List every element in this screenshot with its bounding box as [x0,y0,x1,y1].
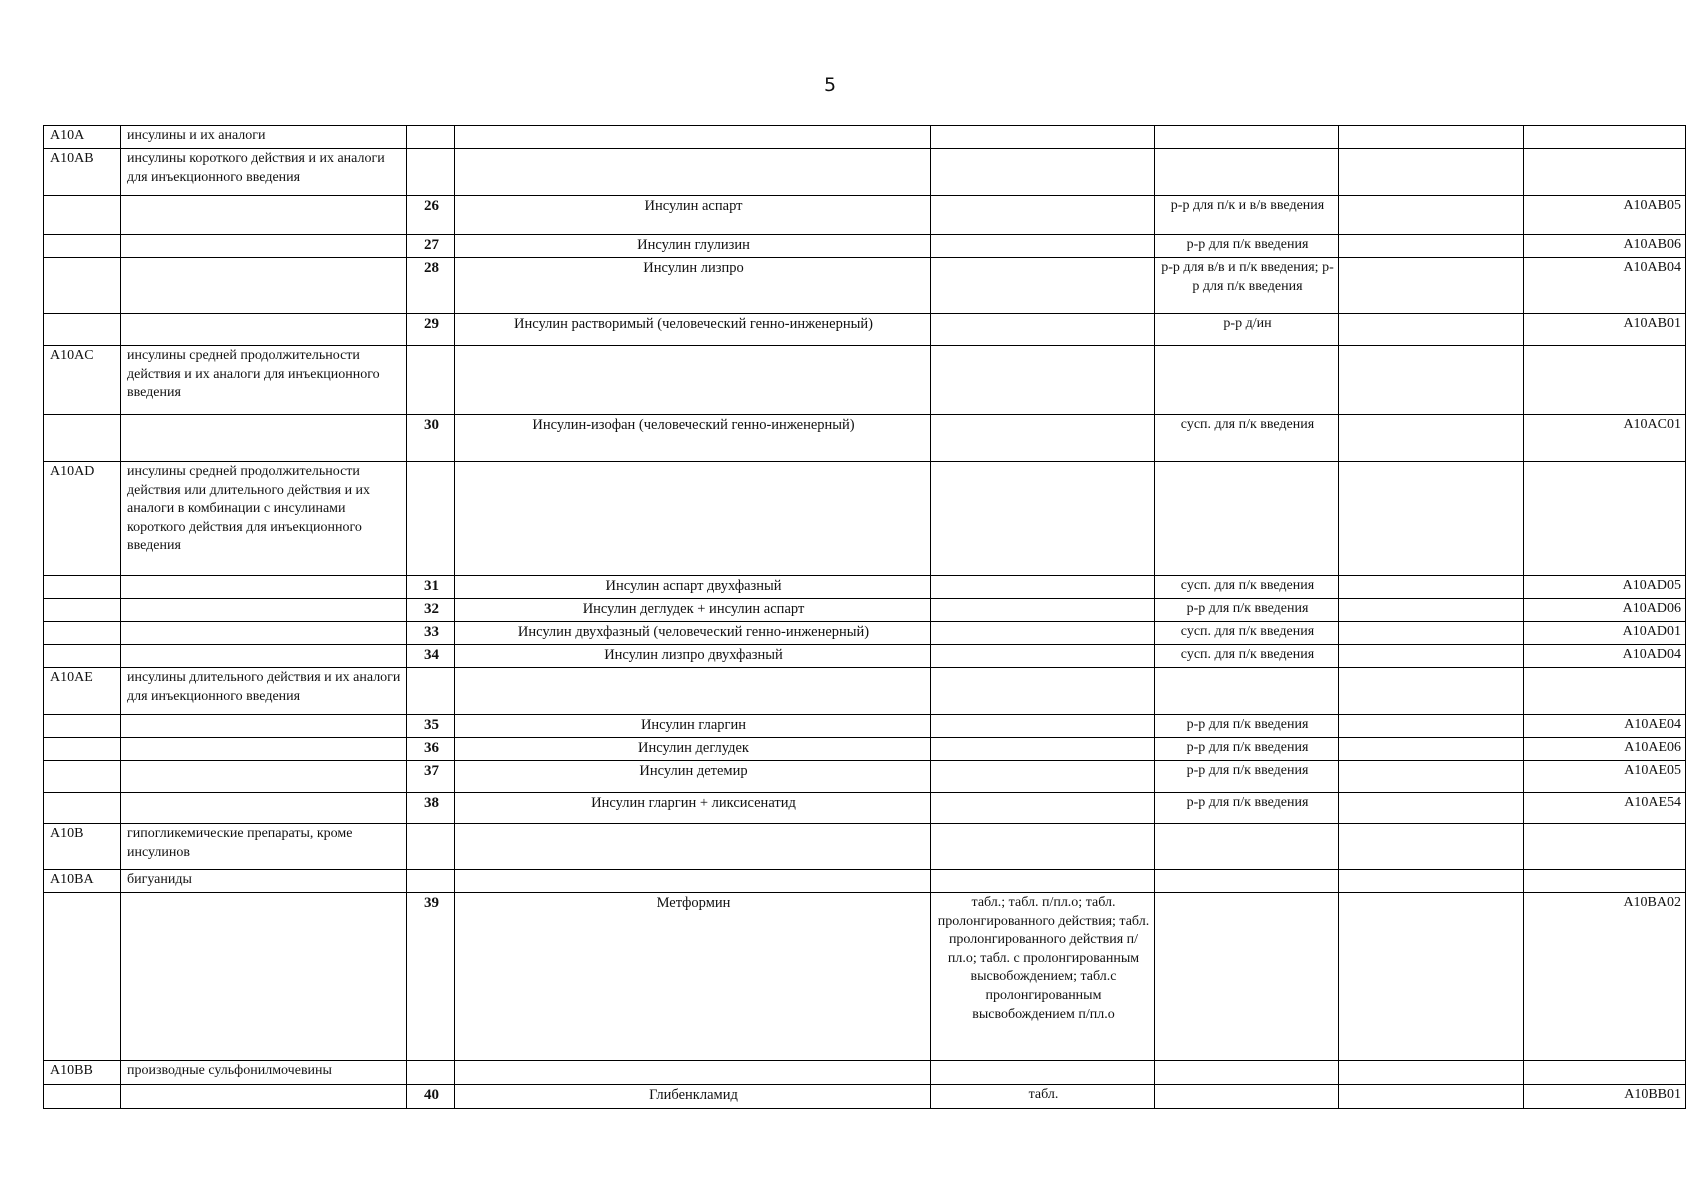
dosage-form-a [931,1061,1155,1085]
dosage-form-a [931,870,1155,893]
atc-code: A10AB06 [1524,235,1686,258]
drug-list-table [43,125,1686,1109]
item-number: 37 [407,761,455,793]
table-row [44,415,1686,462]
drug-name: Инсулин лизпро [455,258,931,314]
table-row [44,196,1686,235]
atc-group-code [44,415,121,462]
dosage-form-a [931,715,1155,738]
table-row [44,599,1686,622]
atc-code: A10AB05 [1524,196,1686,235]
atc-code: A10AE06 [1524,738,1686,761]
table-row [44,235,1686,258]
atc-group-name: гипогликемические препараты, кроме инсулинов [121,824,407,870]
atc-group-name: инсулины средней продолжительности действия или длительного действия и их аналоги в комбинации с инсулинами короткого действия для инъекционного введения [121,462,407,576]
drug-name [455,870,931,893]
atc-code [1524,870,1686,893]
dosage-form-b: р-р д/ин [1155,314,1339,346]
atc-group-code: A10AB [44,149,121,196]
dosage-form-b [1155,1061,1339,1085]
atc-group-code [44,645,121,668]
dosage-form-b [1155,893,1339,1061]
table-row [44,149,1686,196]
item-number [407,870,455,893]
atc-group-code [44,622,121,645]
atc-group-code: A10AC [44,346,121,415]
drug-name [455,1061,931,1085]
item-number: 31 [407,576,455,599]
item-number [407,126,455,149]
drug-name [455,149,931,196]
dosage-form-b: р-р для в/в и п/к введения; р-р для п/к введения [1155,258,1339,314]
atc-group-name: инсулины короткого действия и их аналоги для инъекционного введения [121,149,407,196]
dosage-form-b: сусп. для п/к введения [1155,645,1339,668]
drug-name [455,668,931,715]
table-row [44,645,1686,668]
dosage-form-a [931,196,1155,235]
atc-group-name: производные сульфонилмочевины [121,1061,407,1085]
dosage-form-a [931,314,1155,346]
dosage-form-b: р-р для п/к и в/в введения [1155,196,1339,235]
dosage-form-b [1155,668,1339,715]
drug-name: Инсулин-изофан (человеческий генно-инженерный) [455,415,931,462]
item-number: 39 [407,893,455,1061]
atc-group-code: A10AE [44,668,121,715]
empty-cell [1339,346,1524,415]
dosage-form-b: р-р для п/к введения [1155,738,1339,761]
atc-group-name [121,645,407,668]
table-row [44,793,1686,824]
empty-cell [1339,149,1524,196]
atc-code: A10AE05 [1524,761,1686,793]
table-row [44,258,1686,314]
empty-cell [1339,196,1524,235]
atc-code: A10AB04 [1524,258,1686,314]
item-number: 33 [407,622,455,645]
table-row [44,346,1686,415]
empty-cell [1339,645,1524,668]
atc-group-code [44,314,121,346]
atc-group-name [121,715,407,738]
drug-name [455,824,931,870]
dosage-form-a [931,645,1155,668]
item-number: 32 [407,599,455,622]
atc-group-code: A10A [44,126,121,149]
dosage-form-b [1155,824,1339,870]
atc-group-name [121,235,407,258]
atc-code: A10AD05 [1524,576,1686,599]
atc-group-name: инсулины средней продолжительности действия и их аналоги для инъекционного введения [121,346,407,415]
atc-group-code: A10BB [44,1061,121,1085]
atc-code [1524,126,1686,149]
dosage-form-a [931,622,1155,645]
atc-group-name [121,1085,407,1109]
drug-name: Инсулин аспарт [455,196,931,235]
dosage-form-a [931,824,1155,870]
empty-cell [1339,314,1524,346]
empty-cell [1339,415,1524,462]
atc-code: A10AE54 [1524,793,1686,824]
dosage-form-a [931,235,1155,258]
dosage-form-a: табл.; табл. п/пл.о; табл. пролонгированного действия; табл. пролонгированного действия п/пл.о; табл. с пролонгированным высвобождением; табл.с пролонгированным высвобождением п/пл.о [931,893,1155,1061]
atc-group-name [121,599,407,622]
table-row [44,1085,1686,1109]
item-number: 27 [407,235,455,258]
atc-code: A10AE04 [1524,715,1686,738]
dosage-form-a: табл. [931,1085,1155,1109]
drug-name: Инсулин аспарт двухфазный [455,576,931,599]
dosage-form-b [1155,1085,1339,1109]
drug-name [455,346,931,415]
atc-group-name [121,622,407,645]
dosage-form-b: р-р для п/к введения [1155,793,1339,824]
atc-code: A10AC01 [1524,415,1686,462]
dosage-form-b [1155,346,1339,415]
item-number: 26 [407,196,455,235]
atc-code [1524,1061,1686,1085]
atc-code [1524,668,1686,715]
drug-name: Инсулин глулизин [455,235,931,258]
atc-group-name [121,196,407,235]
item-number [407,824,455,870]
table-row [44,761,1686,793]
atc-group-code [44,761,121,793]
atc-group-code [44,1085,121,1109]
dosage-form-b: р-р для п/к введения [1155,599,1339,622]
empty-cell [1339,576,1524,599]
drug-name [455,462,931,576]
empty-cell [1339,1061,1524,1085]
dosage-form-a [931,126,1155,149]
atc-group-name: инсулины и их аналоги [121,126,407,149]
drug-name: Инсулин детемир [455,761,931,793]
atc-group-code [44,793,121,824]
atc-code: A10AB01 [1524,314,1686,346]
page-number: 5 [823,74,837,96]
empty-cell [1339,793,1524,824]
table-row [44,126,1686,149]
empty-cell [1339,462,1524,576]
dosage-form-a [931,576,1155,599]
empty-cell [1339,761,1524,793]
item-number: 38 [407,793,455,824]
item-number: 28 [407,258,455,314]
atc-group-name [121,893,407,1061]
dosage-form-a [931,793,1155,824]
dosage-form-b: р-р для п/к введения [1155,715,1339,738]
item-number [407,1061,455,1085]
atc-code [1524,462,1686,576]
drug-name: Инсулин деглудек + инсулин аспарт [455,599,931,622]
item-number [407,668,455,715]
table-row [44,1061,1686,1085]
dosage-form-a [931,738,1155,761]
atc-group-name [121,415,407,462]
atc-group-name [121,314,407,346]
empty-cell [1339,893,1524,1061]
drug-name: Инсулин гларгин + ликсисенатид [455,793,931,824]
dosage-form-b: р-р для п/к введения [1155,235,1339,258]
table-row [44,715,1686,738]
atc-group-code [44,196,121,235]
empty-cell [1339,258,1524,314]
dosage-form-a [931,415,1155,462]
atc-group-code [44,235,121,258]
dosage-form-b [1155,870,1339,893]
table-row [44,462,1686,576]
dosage-form-b: сусп. для п/к введения [1155,622,1339,645]
atc-code: A10BB01 [1524,1085,1686,1109]
dosage-form-b: сусп. для п/к введения [1155,576,1339,599]
atc-code: A10AD04 [1524,645,1686,668]
dosage-form-a [931,462,1155,576]
dosage-form-b: р-р для п/к введения [1155,761,1339,793]
drug-name: Инсулин растворимый (человеческий генно-инженерный) [455,314,931,346]
item-number [407,462,455,576]
drug-name: Инсулин лизпро двухфазный [455,645,931,668]
dosage-form-a [931,668,1155,715]
drug-name: Метформин [455,893,931,1061]
table-row [44,622,1686,645]
empty-cell [1339,668,1524,715]
table-row [44,870,1686,893]
empty-cell [1339,824,1524,870]
atc-code [1524,346,1686,415]
atc-code [1524,149,1686,196]
table-row [44,576,1686,599]
item-number [407,346,455,415]
atc-group-name [121,738,407,761]
empty-cell [1339,738,1524,761]
atc-group-code: A10AD [44,462,121,576]
dosage-form-b: сусп. для п/к введения [1155,415,1339,462]
atc-group-name [121,761,407,793]
atc-group-code: A10BA [44,870,121,893]
atc-code: A10AD06 [1524,599,1686,622]
item-number: 40 [407,1085,455,1109]
dosage-form-b [1155,126,1339,149]
atc-group-name: бигуаниды [121,870,407,893]
drug-name: Инсулин двухфазный (человеческий генно-инженерный) [455,622,931,645]
drug-name: Глибенкламид [455,1085,931,1109]
table-row [44,668,1686,715]
drug-name: Инсулин гларгин [455,715,931,738]
empty-cell [1339,870,1524,893]
dosage-form-a [931,149,1155,196]
atc-group-name: инсулины длительного действия и их аналоги для инъекционного введения [121,668,407,715]
empty-cell [1339,126,1524,149]
atc-group-code: A10B [44,824,121,870]
item-number: 36 [407,738,455,761]
atc-group-code [44,576,121,599]
atc-group-code [44,893,121,1061]
atc-group-code [44,715,121,738]
atc-code: A10BA02 [1524,893,1686,1061]
dosage-form-a [931,599,1155,622]
atc-group-code [44,738,121,761]
atc-group-code [44,599,121,622]
dosage-form-b [1155,149,1339,196]
dosage-form-a [931,346,1155,415]
item-number: 35 [407,715,455,738]
atc-group-name [121,793,407,824]
item-number: 29 [407,314,455,346]
dosage-form-a [931,258,1155,314]
table-row [44,893,1686,1061]
dosage-form-a [931,761,1155,793]
drug-name: Инсулин деглудек [455,738,931,761]
item-number: 34 [407,645,455,668]
item-number: 30 [407,415,455,462]
atc-group-code [44,258,121,314]
item-number [407,149,455,196]
empty-cell [1339,235,1524,258]
drug-name [455,126,931,149]
atc-code [1524,824,1686,870]
atc-group-name [121,258,407,314]
table-row [44,314,1686,346]
atc-code: A10AD01 [1524,622,1686,645]
empty-cell [1339,1085,1524,1109]
empty-cell [1339,599,1524,622]
dosage-form-b [1155,462,1339,576]
table-row [44,824,1686,870]
table-row [44,738,1686,761]
atc-group-name [121,576,407,599]
empty-cell [1339,715,1524,738]
empty-cell [1339,622,1524,645]
